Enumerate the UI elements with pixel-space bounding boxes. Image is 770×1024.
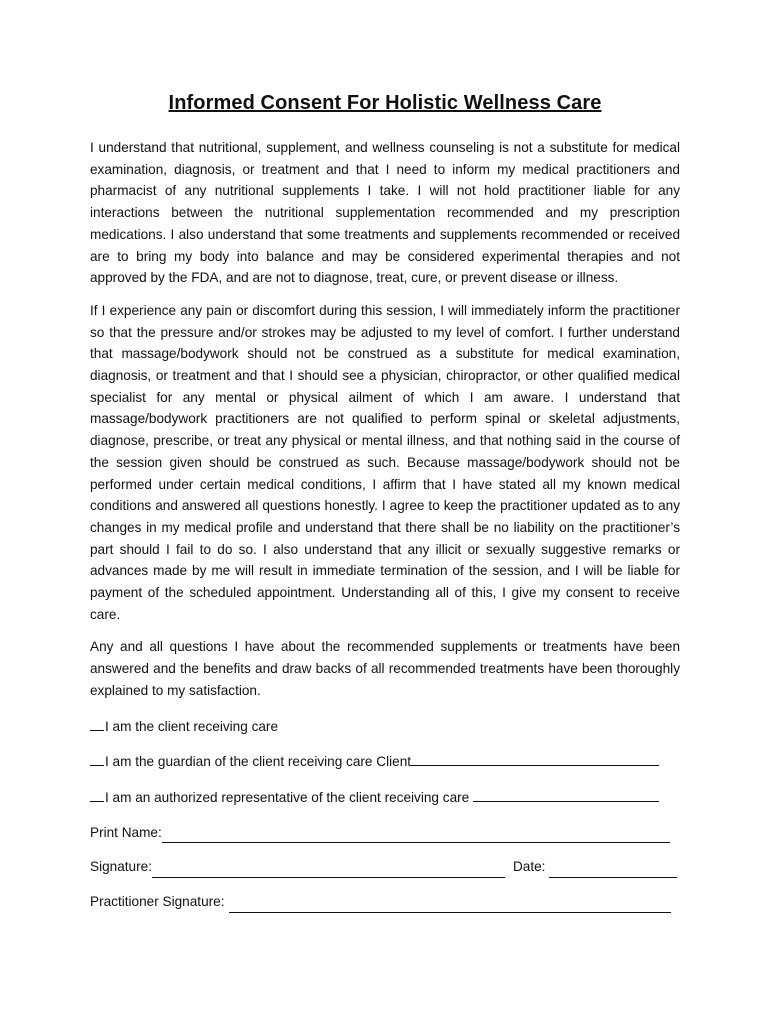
option-guardian-label: I am the guardian of the client receiving care Client [105, 754, 412, 770]
representative-check-blank[interactable] [90, 787, 104, 802]
paragraph-massage: If I experience any pain or discomfort during this session, I will immediately inform the practitioner so that the pressure and/or strokes may be adjusted to my level of comfort. I further understand that massage/bodywork should not be construed as a substitute for medical examination, diagnosis, or treatment and that I should see a physician, chiropractor, or other qualified medical specialist for any mental or physical ailment of which I am aware. I understand that massage/bodywork practitioners are not qualified to perform spinal or skeletal adjustments, diagnose, prescribe, or treat any physical or mental illness, and that nothing said in the course of the session given should be construed as such. Because massage/bodywork should not be performed under certain medical conditions, I affirm that I have stated all my known medical conditions and answered all questions honestly. I agree to keep the practitioner updated as to any changes in my medical profile and understand that there shall be no liability on the practitioner’s part should I fail to do so. I also understand that any illicit or sexually suggestive remarks or advances made by me will result in immediate termination of the session, and I will be liable for payment of the scheduled appointment. Understanding all of this, I give my consent to receive care. [90, 302, 680, 622]
signature-label: Signature: [90, 859, 152, 875]
print-name-blank[interactable] [162, 827, 670, 843]
option-representative [90, 786, 680, 809]
print-name-row [90, 822, 680, 844]
practitioner-signature-blank[interactable] [229, 897, 671, 913]
date-label: Date: [512, 859, 546, 875]
paragraph-questions: Any and all questions I have about the recommended supplements or treatments have been answered and the benefits and draw backs of all recommended treatments have been thoroughly explained to my satisfaction. [90, 639, 680, 698]
date-blank[interactable] [549, 862, 677, 878]
document-title: Informed Consent For Holistic Wellness Care [168, 92, 602, 114]
print-name-label: Print Name: [90, 824, 162, 840]
paragraph-supplements: I understand that nutritional, supplement, and wellness counseling is not a substitute for medical examination, diagnosis, or treatment and that I need to inform my medical practitioners and pharmacist of any nutritional supplements I take. I will not hold practitioner liable for any interactions between the nutritional supplementation recommended and my prescription medications. I also understand that some treatments and supplements recommended or received are to bring my body into balance and may be considered experimental therapies and not approved by the FDA, and are not to diagnose, treat, cure, or prevent disease or illness. [90, 140, 680, 286]
signature-blank[interactable] [152, 862, 505, 878]
consent-form [90, 92, 680, 926]
practitioner-signature-label: Practitioner Signature: [90, 894, 225, 910]
representative-blank[interactable] [473, 786, 659, 802]
option-client-label: I am the client receiving care [105, 718, 279, 734]
signature-row [90, 856, 680, 878]
guardian-check-blank[interactable] [90, 751, 104, 766]
option-client [90, 716, 680, 738]
client-check-blank[interactable] [90, 716, 104, 731]
option-guardian [90, 750, 680, 773]
option-representative-label: I am an authorized representative of the client receiving care [105, 789, 470, 805]
practitioner-signature-row [90, 891, 680, 913]
client-name-blank[interactable] [411, 750, 659, 766]
